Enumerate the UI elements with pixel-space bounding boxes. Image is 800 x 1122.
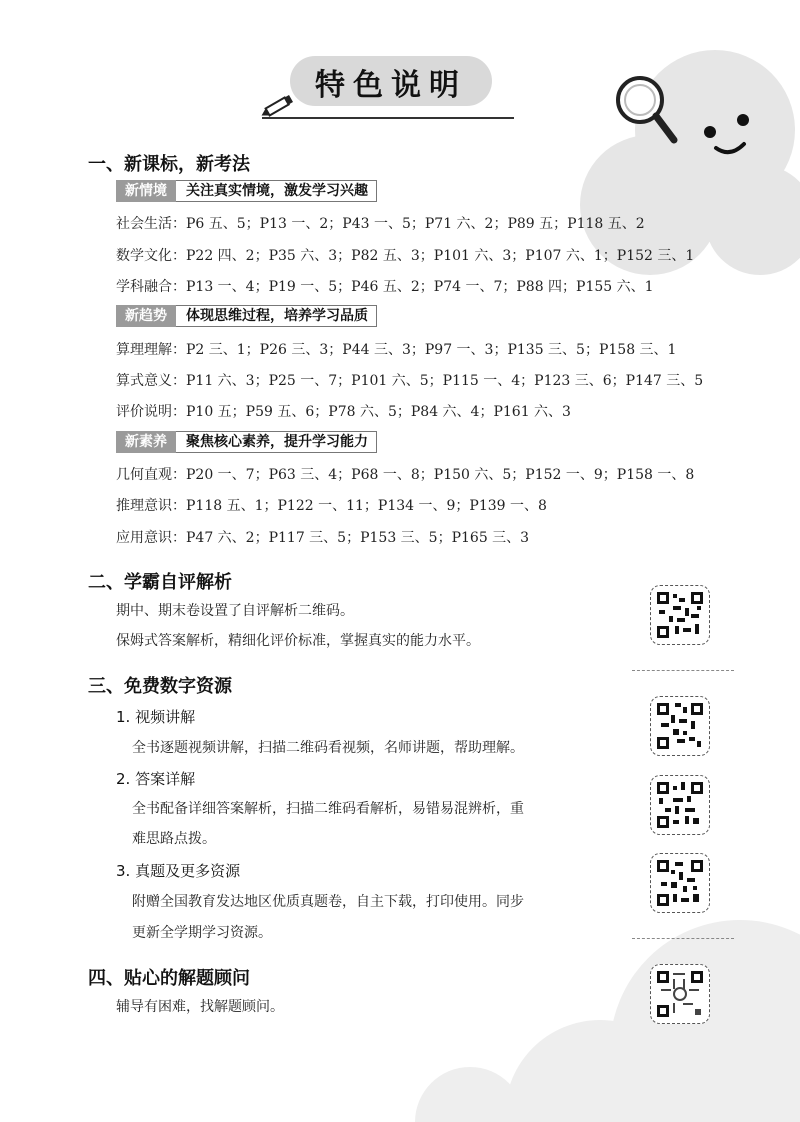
tag-description: 体现思维过程，培养学习品质: [176, 305, 377, 327]
qr-code-icon: [657, 592, 703, 638]
reference-line: 算理理解：P2 三、1；P26 三、3；P44 三、3；P97 一、3；P135 三、5；P158 三、1: [116, 342, 677, 358]
title-underline: [262, 117, 514, 119]
qr-code-icon: [657, 860, 703, 906]
page-title: 特色说明: [315, 68, 467, 103]
body-line: 全书逐题视频讲解，扫描二维码看视频，名师讲题，帮助理解。: [132, 740, 524, 756]
resource-title-video: 1. 视频讲解: [116, 708, 196, 726]
section-heading-3: 三、免费数字资源: [88, 676, 232, 697]
tag-description: 聚焦核心素养，提升学习能力: [176, 431, 377, 453]
tag-label: 新素养: [116, 431, 176, 453]
qr-code-self-review[interactable]: [650, 585, 710, 645]
body-line: 难思路点拨。: [132, 831, 216, 847]
body-line: 全书配备详细答案解析，扫描二维码看解析，易错易混辨析，重: [132, 801, 524, 817]
reference-line: 社会生活：P6 五、5；P13 一、2；P43 一、5；P71 六、2；P89 五；P118 五、2: [116, 216, 645, 232]
body-line: 期中、期末卷设置了自评解析二维码。: [116, 603, 354, 619]
cloud-decoration: [380, 900, 800, 1122]
resource-title-answers: 2. 答案详解: [116, 770, 196, 788]
body-line: 辅导有困难，找解题顾问。: [116, 999, 284, 1015]
reference-line: 评价说明：P10 五；P59 五、6；P78 六、5；P84 六、4；P161 六、3: [116, 404, 571, 420]
qr-code-icon: [657, 782, 703, 828]
body-line: 保姆式答案解析，精细化评价标准，掌握真实的能力水平。: [116, 633, 480, 649]
reference-line: 学科融合：P13 一、4；P19 一、5；P46 五、2；P74 一、7；P88 四；P155 六、1: [116, 279, 654, 295]
qr-code-icon: [657, 971, 703, 1017]
page-title-block: [270, 52, 510, 116]
body-line: 附赠全国教育发达地区优质真题卷，自主下载，打印使用。同步: [132, 894, 524, 910]
divider: [632, 670, 734, 671]
qr-code-video[interactable]: [650, 696, 710, 756]
section-heading-2: 二、学霸自评解析: [88, 572, 232, 593]
reference-line: 推理意识：P118 五、1；P122 一、11；P134 一、9；P139 一、8: [116, 498, 547, 514]
qr-code-advisor[interactable]: [650, 964, 710, 1024]
divider: [632, 938, 734, 939]
tag-label: 新情境: [116, 180, 176, 202]
pencil-icon: [258, 92, 298, 120]
magnifier-icon: [612, 72, 684, 152]
tag-description: 关注真实情境，激发学习兴趣: [176, 180, 377, 202]
tag-row-1: [116, 180, 377, 202]
tag-row-2: [116, 305, 377, 327]
reference-line: 算式意义：P11 六、3；P25 一、7；P101 六、5；P115 一、4；P123 三、6；P147 三、5: [116, 373, 704, 389]
reference-line: 应用意识：P47 六、2；P117 三、5；P153 三、5；P165 三、3: [116, 530, 530, 546]
tag-label: 新趋势: [116, 305, 176, 327]
reference-line: 数学文化：P22 四、2；P35 六、3；P82 五、3；P101 六、3；P107 六、1；P152 三、1: [116, 248, 695, 264]
qr-code-icon: [657, 703, 703, 749]
resource-title-exams: 3. 真题及更多资源: [116, 862, 241, 880]
tag-row-3: [116, 431, 377, 453]
qr-code-answers[interactable]: [650, 775, 710, 835]
body-line: 更新全学期学习资源。: [132, 925, 272, 941]
qr-code-exams[interactable]: [650, 853, 710, 913]
section-heading-4: 四、贴心的解题顾问: [88, 968, 250, 989]
reference-line: 几何直观：P20 一、7；P63 三、4；P68 一、8；P150 六、5；P152 一、9；P158 一、8: [116, 467, 695, 483]
section-heading-1: 一、新课标，新考法: [88, 154, 250, 175]
